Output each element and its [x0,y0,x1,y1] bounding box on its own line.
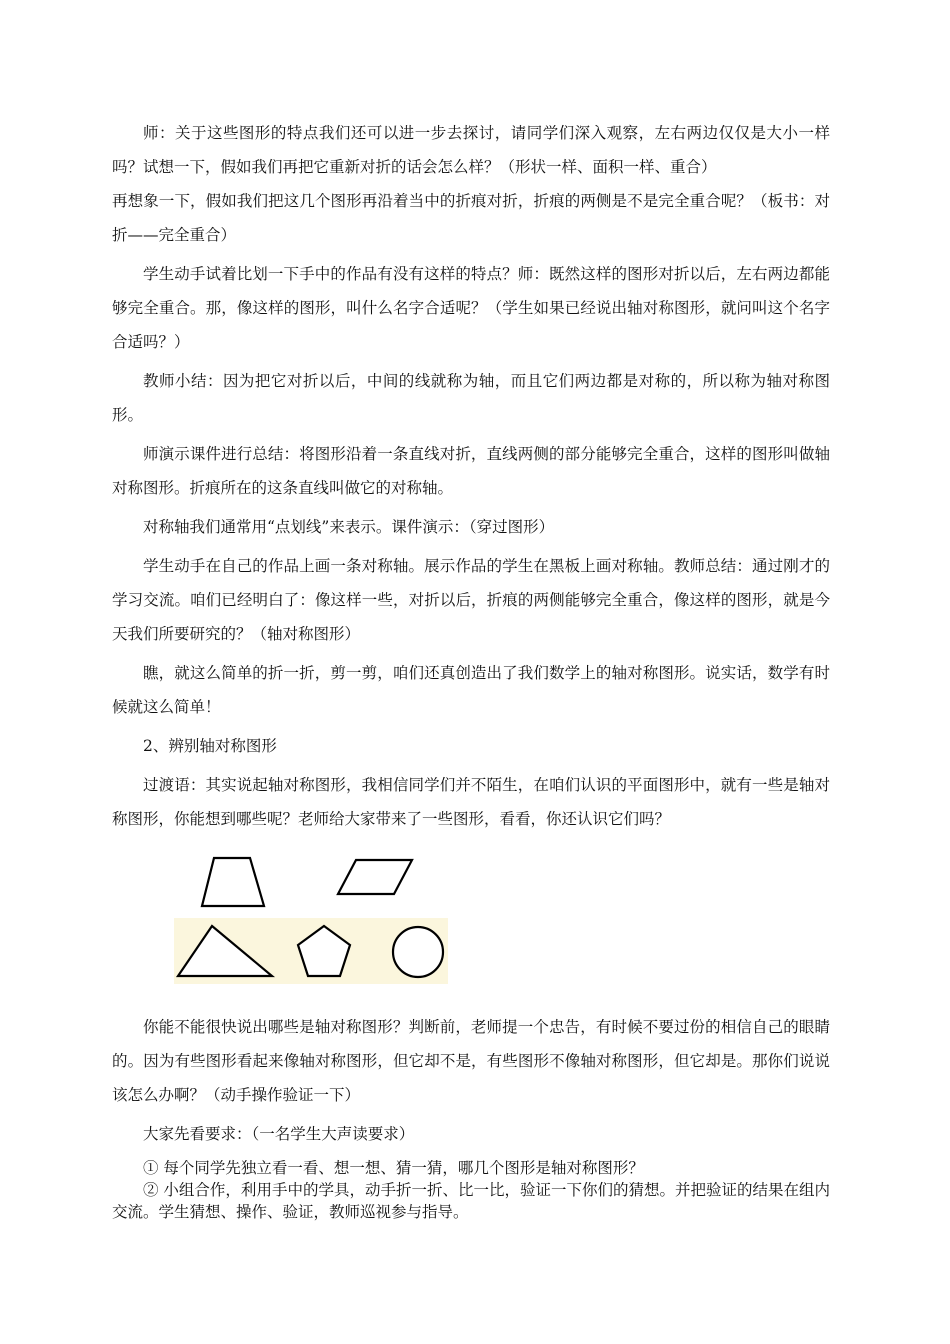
paragraph-transition: 过渡语：其实说起轴对称图形，我相信同学们并不陌生，在咱们认识的平面图形中，就有一些是轴对称图形，你能想到哪些呢？老师给大家带来了一些图形，看看，你还认识它们吗？ [112,776,830,828]
paragraph-teacher-question: 师：关于这些图形的特点我们还可以进一步去探讨，请同学们深入观察，左右两边仅仅是大小一样吗？试想一下，假如我们再把它重新对折的话会怎么样？（形状一样、面积一样、重合） [112,124,830,176]
triangle-shape [178,926,272,976]
paragraph-teacher-summary: 教师小结：因为把它对折以后，中间的线就称为轴，而且它们两边都是对称的，所以称为轴对称图形。 [112,372,830,424]
requirements-list [112,1157,830,1223]
parallelogram-shape [338,860,412,894]
paragraph-read-requirements: 大家先看要求：（一名学生大声读要求） [143,1125,415,1143]
paragraph-axis-notation: 对称轴我们通常用“点划线”来表示。课件演示：（穿过图形） [143,518,555,536]
shapes-figure [112,846,830,1004]
requirement-item-2: ② 小组合作，利用手中的学具，动手折一折、比一比，验证一下你们的猜想。并把验证的结果在组内交流。学生猜想、操作、验证，教师巡视参与指导。 [112,1181,830,1221]
document-page [112,116,830,1223]
paragraph-judgement-advice: 你能不能很快说出哪些是轴对称图形？判断前，老师提一个忠告，有时候不要过份的相信自己的眼睛的。因为有些图形看起来像轴对称图形，但它却不是，有些图形不像轴对称图形，但它却是。那你们说说该怎么办啊？（动手操作验证一下） [112,1018,830,1104]
paragraph-courseware-summary: 师演示课件进行总结：将图形沿着一条直线对折，直线两侧的部分能够完全重合，这样的图形叫做轴对称图形。折痕所在的这条直线叫做它的对称轴。 [112,445,830,497]
shapes-row-bottom [174,918,448,984]
section-heading-identify: 2、辨别轴对称图形 [143,737,277,755]
paragraph-imagine-fold: 再想象一下，假如我们把这几个图形再沿着当中的折痕对折，折痕的两侧是不是完全重合呢？（板书：对折——完全重合） [112,192,830,244]
circle-shape [393,927,443,977]
requirement-item-1: ① 每个同学先独立看一看、想一想、猜一猜，哪几个图形是轴对称图形？ [143,1159,644,1177]
pentagon-shape [298,926,350,976]
paragraph-simple-math: 瞧，就这么简单的折一折，剪一剪，咱们还真创造出了我们数学上的轴对称图形。说实话，数学有时候就这么简单！ [112,664,830,716]
paragraph-student-try: 学生动手试着比划一下手中的作品有没有这样的特点？师：既然这样的图形对折以后，左右两边都能够完全重合。那，像这样的图形，叫什么名字合适呢？（学生如果已经说出轴对称图形，就问叫这个名字合适吗？） [112,265,830,351]
trapezoid-shape [202,858,264,906]
shapes-row-top [200,854,440,912]
paragraph-draw-axis: 学生动手在自己的作品上画一条对称轴。展示作品的学生在黑板上画对称轴。教师总结：通过刚才的学习交流。咱们已经明白了：像这样一些，对折以后，折痕的两侧能够完全重合，像这样的图形，就是今天我们所要研究的？（轴对称图形） [112,557,830,643]
